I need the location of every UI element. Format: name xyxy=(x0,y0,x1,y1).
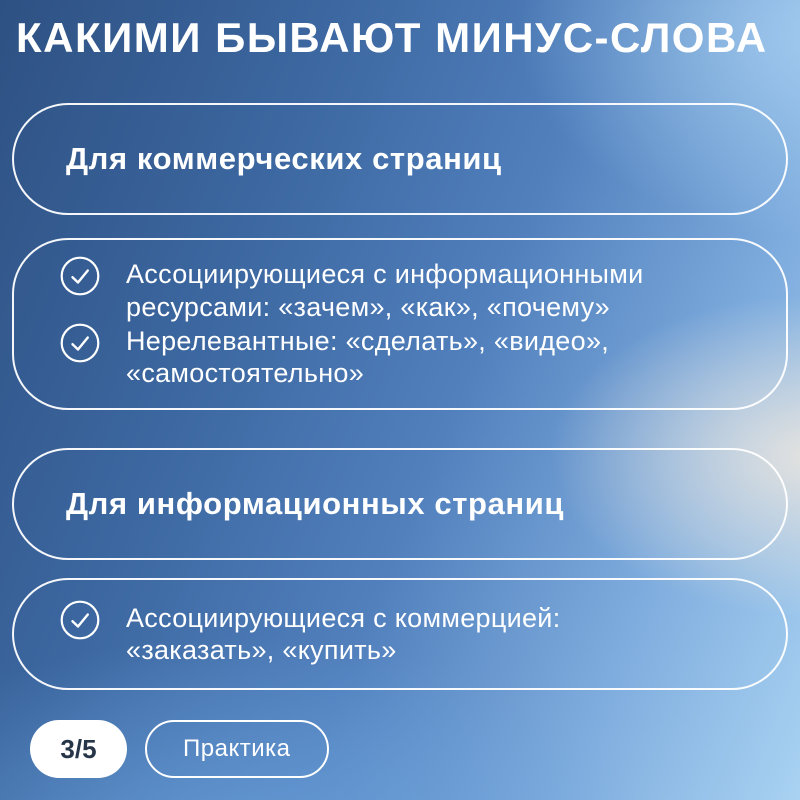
check-circle-icon xyxy=(60,600,100,640)
card-commercial-checklist xyxy=(12,238,788,410)
list-item-text: Ассоциирующиеся с коммерцией: «заказать», «купить» xyxy=(126,602,561,665)
card-informational-pages-label: Для информационных страниц xyxy=(66,486,565,521)
practice-button[interactable]: Практика xyxy=(145,720,329,778)
page-indicator-badge: 3/5 xyxy=(30,720,127,778)
list-item xyxy=(60,325,746,390)
card-commercial-pages xyxy=(12,103,788,215)
list-item xyxy=(60,258,746,323)
list-item-text: Нерелевантные: «сделать», «видео», «самостоятельно» xyxy=(126,326,610,389)
page-title: КАКИМИ БЫВАЮТ МИНУС-СЛОВА xyxy=(16,14,768,61)
footer xyxy=(30,720,329,778)
card-informational-pages xyxy=(12,448,788,560)
check-circle-icon xyxy=(60,323,100,363)
list-item xyxy=(60,602,746,667)
card-commercial-pages-label: Для коммерческих страниц xyxy=(66,141,502,176)
card-informational-checklist xyxy=(12,578,788,690)
check-circle-icon xyxy=(60,256,100,296)
list-item-text: Ассоциирующиеся с информационными ресурсами: «зачем», «как», «почему» xyxy=(126,259,644,322)
